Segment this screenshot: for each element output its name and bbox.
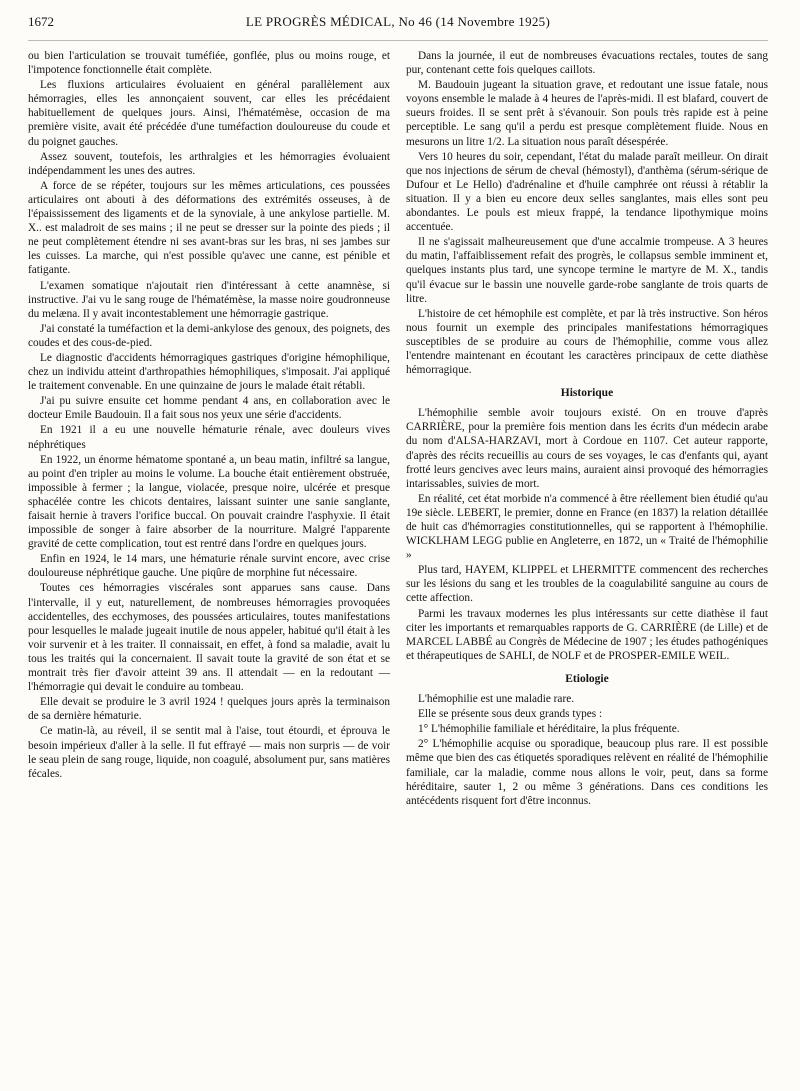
section-heading-historique: Historique — [560, 387, 614, 400]
right-column — [406, 49, 768, 809]
paragraph: Ce matin-là, au réveil, il se sentit mal à l'aise, tout étourdi, et éprouva le besoin impérieux d'aller à la selle. Il fut effrayé — mais non surpris — de voir le seau plein de sang rouge, liquide, non coagulé, absolument pur, sans matières fécales. — [28, 725, 390, 780]
paragraph: Parmi les travaux modernes les plus intéressants sur cette diathèse il faut citer les importants et remarquables rapports de G. CARRIÈRE (de Lille) et de MARCEL LABBÉ au Congrès de Médecine de 1907 ; les études pathogéniques et thérapeutiques de SAHLI, de NOLF et de PROSPER-EMILE WEIL. — [406, 607, 768, 662]
paragraph: M. Baudouin jugeant la situation grave, et redoutant une issue fatale, nous voyons ensemble le malade à 4 heures de l'après-midi. Il est blafard, couvert de sueurs froides. Il se sent prêt à s'évanouir. Son pouls très rapide est à peine perceptible. Le sang qu'il a perdu est presque complètement fluide. Nous en mesurons un litre 1/2. La situation nous paraît désespérée. — [406, 79, 768, 148]
paragraph: Plus tard, HAYEM, KLIPPEL et LHERMITTE commencent des recherches sur les lésions du sang et les troubles de la coagulabilité sanguine au cours de cette affection. — [406, 564, 768, 605]
paragraph: L'hémophilie est une maladie rare. — [418, 693, 575, 706]
paragraph: A force de se répéter, toujours sur les mêmes articulations, ces poussées articulaires ont abouti à des déformations des extrémités osseuses, à de l'épaississement des ligaments et de la synoviale, à une ankylose partielle. M. X.. est maladroit de ses mains ; il ne peut se dresser sur la pointe des pieds ; il ne peut complètement étendre ni ses avant-bras sur les bras, ni ses jambes sur les cuisses. La marche, qui n'est possible qu'avec une canne, est pénible et fatigante. — [28, 179, 390, 277]
paragraph: Elle se présente sous deux grands types : — [418, 708, 603, 721]
paragraph: Assez souvent, toutefois, les arthralgies et les hémorragies évoluaient indépendamment les unes des autres. — [28, 150, 390, 177]
paragraph: En 1921 il a eu une nouvelle hématurie rénale, avec douleurs vives néphrétiques — [28, 424, 390, 451]
paragraph: 2° L'hémophilie acquise ou sporadique, beaucoup plus rare. Il est possible même que bien des cas étiquetés sporadiques relèvent en réalité de l'hémophilie familiale, car la maladie, comme nous allons le voir, peut, dans sa forme héréditaire, sauter 1, 2 ou même 3 générations. Dans ces conditions les antécédents risquent fort d'être inconnus. — [406, 738, 768, 807]
left-column — [28, 49, 390, 809]
paragraph: Elle devait se produire le 3 avril 1924 ! quelques jours après la terminaison de sa dernière hématurie. — [28, 696, 390, 723]
paragraph: L'hémophilie semble avoir toujours existé. On en trouve d'après CARRIÈRE, pour la première fois mention dans les écrits d'un médecin arabe du nom d'ALSA-HARZAVI, mort à Cordoue en 1107. Cet auteur rapporte, d'après des récits recueillis au cours de ses voyages, le cas d'enfants qui, ayant frotté leurs gencives avec leurs mains, auraient ainsi provoqué des hémorragies intarissables, suivies de mort. — [406, 407, 768, 490]
paragraph: Vers 10 heures du soir, cependant, l'état du malade paraît meilleur. On dirait que nos injections de sérum de cheval (hémostyl), d'anthèma (sérum-sérique de Dufour et Le Hello) d'adrénaline et d'huile camphrée ont réussi à rétablir la situation. Il y a bien eu encore deux selles sanglantes, mais elles sont peu abondantes. Le pouls est mieux frappé, la tendance lipothymique moins accentuée. — [406, 150, 768, 234]
paragraph: En 1922, un énorme hématome spontané a, un beau matin, infiltré sa langue, au point d'en tripler au moins le volume. La bouche était entièrement obstruée, impossible à fermer ; la langue, violacée, presque noire, ulcérée et presque sphacélée contre les chicots dentaires, laissant suinter une sanie sanglante, faisait hernie à travers l'orifice buccal. On pouvait craindre l'asphyxie. Il était impossible de songer à faire absorber de la nourriture. Malgré l'apparente gravité de cette complication, tout est rentré dans l'ordre en quelques jours. — [28, 453, 390, 551]
page-number: 1672 — [28, 14, 54, 29]
paragraph: Toutes ces hémorragies viscérales sont apparues sans cause. Dans l'intervalle, il y eut, naturellement, de nombreuses hémorragies provoquées accidentelles, des ecchymoses, des poussées articulaires, toutes manifestations pour lesquelles le malade jugeait inutile de nous appeler, habitué qu'il était à les voir survenir et à les traiter. Il connaissait, en effet, à fond sa maladie, avait lu tous les traités qui la concernaient. Il savait toute la gravité de son état et se montrait très fier d'avoir atteint 39 ans. Il attendait — en la redoutant — l'hémorragie qui devait le conduire au tombeau. — [28, 582, 390, 694]
paragraph: Il ne s'agissait malheureusement que d'une accalmie trompeuse. A 3 heures du matin, l'affaiblissement refait des progrès, le collapsus semble imminent et, quelques instants plus tard, une syncope termine le martyre de M. X., tandis qu'il évacue sur le bassin une nouvelle garde-robe sanglante de trois quarts de litre. — [406, 236, 768, 305]
paragraph: Le diagnostic d'accidents hémorragiques gastriques d'origine hémophilique, chez un individu atteint d'arthropathies hémophiliques, s'imposait. J'ai appliqué le traitement convenable. En une quinzaine de jours le malade était rétabli. — [28, 351, 390, 393]
paragraph: En réalité, cet état morbide n'a commencé à être réellement bien étudié qu'au 19e siècle. LEBERT, le premier, donne en France (en 1837) la relation détaillée de huit cas d'hémorragies constitutionnelles, qui se rapportent à l'hémophilie. WICKLHAM LEGG publie en Angleterre, en 1872, un « Traité de l'hémophilie » — [406, 492, 768, 562]
section-heading-etiologie: Etiologie — [565, 672, 609, 685]
paragraph: ou bien l'articulation se trouvait tuméfiée, gonflée, plus ou moins rouge, et l'impotence fonctionnelle était complète. — [28, 50, 390, 77]
paragraph: 1° L'hémophilie familiale et héréditaire, la plus fréquente. — [418, 723, 680, 736]
paragraph: Dans la journée, il eut de nombreuses évacuations rectales, toutes de sang pur, contenant cette fois quelques caillots. — [406, 50, 768, 77]
paragraph: L'histoire de cet hémophile est complète, et par là très instructive. Son héros nous fournit un exemple des principales manifestations hémorragiques susceptibles de se produire au cours de l'hémophilie, comme vous allez l'entendre maintenant en écoutant les caractères principaux de cette diathèse hémorragique. — [406, 307, 768, 377]
paragraph: J'ai pu suivre ensuite cet homme pendant 4 ans, en collaboration avec le docteur Emile Baudouin. Il a fait sous nos yeux une série d'accidents. — [28, 395, 390, 422]
paragraph: Enfin en 1924, le 14 mars, une hématurie rénale survint encore, avec crise douloureuse néphrétique gauche. Une piqûre de morphine fut nécessaire. — [28, 553, 390, 580]
paragraph: Les fluxions articulaires évoluaient en général parallèlement aux hémorragies, elles les annonçaient souvent, car elles les précédaient habituellement de quelques jours. Ainsi, l'hématémèse, occasion de ma première visite, avait été précédée d'une tuméfaction douloureuse du coude et du poignet gauches. — [28, 79, 390, 148]
paragraph: L'examen somatique n'ajoutait rien d'intéressant à cette anamnèse, si instructive. J'ai vu le sang rouge de l'hématémèse, la masse noire goudronneuse du melæna. Il y avait incontestablement une hémorragie gastrique. — [28, 279, 390, 320]
paragraph: J'ai constaté la tuméfaction et la demi-ankylose des genoux, des poignets, des coudes et des cous-de-pied. — [28, 322, 390, 349]
journal-title: LE PROGRÈS MÉDICAL, No 46 (14 Novembre 1925) — [245, 14, 551, 29]
running-header — [28, 14, 768, 41]
